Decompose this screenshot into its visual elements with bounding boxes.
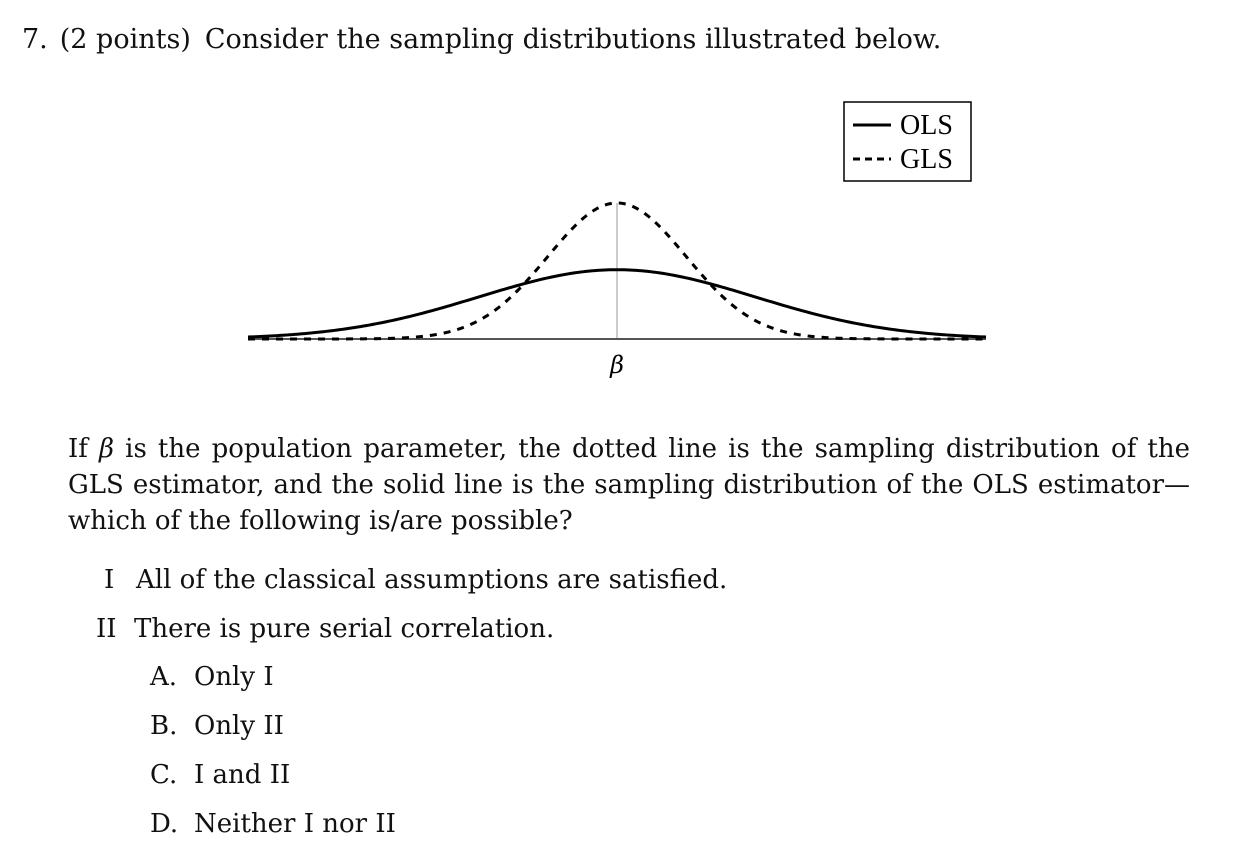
statement-i — [104, 565, 727, 595]
paragraph-text-after: is the population parameter, the dotted line is the sampling distribution of the GLS estimator, and the solid line is the sampling distribution of the OLS estimator—which of the following is/are possible? — [68, 434, 1190, 536]
statement-ii — [96, 614, 554, 644]
question-paragraph — [68, 431, 1190, 539]
choice-d[interactable] — [150, 809, 396, 839]
choice-c[interactable] — [150, 760, 290, 790]
choice-b[interactable] — [150, 711, 284, 741]
choice-a-letter: A. — [150, 662, 178, 692]
choice-c-letter: C. — [150, 760, 178, 790]
choice-d-text: Neither I nor II — [194, 809, 396, 839]
legend-label-ols: OLS — [900, 110, 953, 141]
choice-b-text: Only II — [194, 711, 284, 741]
choice-d-letter: D. — [150, 809, 179, 839]
statement-i-text: All of the classical assumptions are satisfied. — [136, 565, 728, 595]
question-number: 7. — [22, 24, 48, 55]
statement-ii-label: II — [96, 614, 117, 644]
legend — [844, 102, 971, 181]
legend-label-gls: GLS — [900, 144, 953, 175]
sampling-distribution-chart — [240, 88, 1000, 388]
paragraph-text-before: If — [68, 434, 100, 464]
x-tick-label-beta: β — [610, 351, 624, 379]
choice-c-text: I and II — [194, 760, 291, 790]
paragraph-beta: β — [99, 434, 115, 464]
choice-a[interactable] — [150, 662, 274, 692]
choice-b-letter: B. — [150, 711, 178, 741]
statement-i-label: I — [104, 565, 115, 595]
question-prompt: Consider the sampling distributions illustrated below. — [204, 24, 942, 55]
statement-ii-text: There is pure serial correlation. — [134, 614, 555, 644]
question-points: (2 points) — [59, 24, 191, 55]
question-header — [22, 18, 941, 62]
choice-a-text: Only I — [194, 662, 274, 692]
